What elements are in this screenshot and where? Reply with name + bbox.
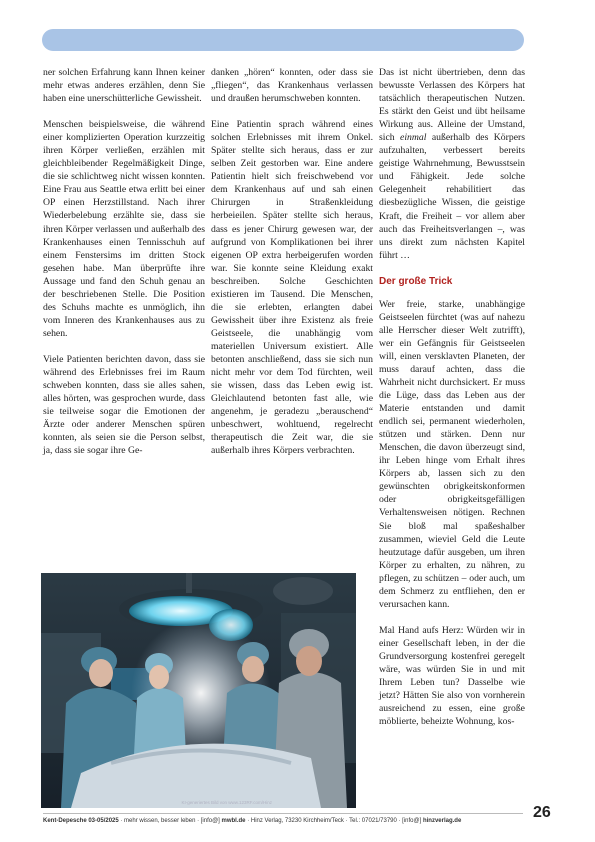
paragraph: Menschen beispielsweise, die während einer komplizierten Operation kurzzeitig ihren Körper verließen, erzählen mit gleichbleibender Regelmäßigkeit Dinge, die sie schlichtweg nicht wissen konnten. Eine Frau aus Seattle etwa erlitt bei einer OP einen Herzstillstand. Nach ihrer Wiederbelebung erzählte sie, dass sie ihren Körper verlassen und außerhalb des Krankenhauses einen Tennisschuh auf einem Fenstersims im dritten Stock gesehen habe. Man überprüfte ihre Aussage und fand den Schuh genau an der beschriebenen Stelle. Die Position des Schuhs machte es unmöglich, ihn vom Inneren des Krankenhauses aus zu sehen. bbox=[43, 119, 205, 339]
page-footer: Kent-Depesche 03-05/2025 · mehr wissen, besser leben · [info@] mwbl.de · Hinz Verlag, 73230 Kirchheim/Teck · Tel.: 07021/73790 · [info@] hinzverlag.de bbox=[43, 813, 523, 824]
surgery-photo bbox=[41, 573, 356, 808]
text-column-3 bbox=[379, 66, 525, 741]
photo-credit: KI-generiertes Bild von www.123RF.com/Hinz bbox=[181, 800, 272, 805]
website-link[interactable]: hinzverlag.de bbox=[422, 818, 462, 824]
paragraph: Wer freie, starke, unabhängige Geistseelen fürchtet (was auf nahezu alle Herrscher dieser Welt zutrifft), wer ein Gefängnis für Geistseelen will, einen versklavten Planeten, der muss darauf achten, dass die Wahrheit nicht durchsickert. Er muss die Lüge, dass das Leben aus der Materie entstanden und damit endlich sei, permanent wiederholen, stützen und stärken. Denn nur Menschen, die davon überzeugt sind, ihr Leben hinge vom Erhalt ihres Körpers ab, lassen sich zu den gewünschten obrigkeitskonformen oder obrigkeitsgefälligen Verhaltensweisen nötigen. Rechnen Sie bloß mal spaßeshalber zusammen, wieviel Geld die Leute heutzutage dafür ausgeben, um ihren Körper zu erhalten, zu nähren, zu pflegen, zu schützen – oder auch, um dem Schmerz zu entfliehen, den er verursachen kann. bbox=[379, 298, 525, 610]
paragraph: Viele Patienten berichten davon, dass sie während des Erlebnisses frei im Raum schweben konnten, dass sie alles sahen, alles hörten, was gesprochen wurde, dass sie teilweise sogar die Emotionen der Ärzte oder anderer Menschen spüren konnten, als seien sie die Person selbst, ja, dass sie sogar ihre Ge- bbox=[43, 353, 205, 457]
emphasis: einmal bbox=[400, 132, 427, 144]
text-column-1 bbox=[43, 66, 205, 470]
paragraph: danken „hören“ konnten, oder dass sie „fliegen“, das Krankenhaus verlassen und draußen herumschweben konnten. bbox=[211, 67, 373, 105]
paragraph: Das ist nicht übertrieben, denn das bewusste Verlassen des Körpers hat tatsächlich therapeutischen Nutzen. Es stärkt den Geist und übt heilsame Wirkung aus. Alleine der Umstand, sich einmal außerhalb des Körpers aufzuhalten, verbessert bereits geistige Wahrnehmung, Bewusstsein und Fähigkeit. Jede solche Gelegenheit rehabilitiert das diesbezügliche Wissen, die geistige Kraft, die Freiheit – vor allem aber auch das Freiheitsverlangen –, was uns direkt zum nächsten Kapitel führt … bbox=[379, 67, 525, 261]
issue-label: Kent-Depesche 03-05/2025 bbox=[43, 818, 119, 824]
website-link[interactable]: mwbl.de bbox=[221, 818, 246, 824]
paragraph: ner solchen Erfahrung kann Ihnen keiner mehr etwas anderes erzählen, denn Sie haben eine unerschütterliche Gewissheit. bbox=[43, 67, 205, 105]
section-heading: Der große Trick bbox=[379, 275, 453, 287]
page-number: 26 bbox=[533, 804, 551, 821]
header-bar bbox=[42, 29, 524, 51]
paragraph: Eine Patientin sprach während eines solchen Erlebnisses mit ihrem Onkel. Später stellte sich heraus, dass er zur selben Zeit gestorben war. Eine andere Patientin hielt sich freischwebend vor dem Krankenhaus auf und sah einen Chirurgen in Straßenkleidung herbeieilen. Später stellte sich heraus, dass es jener Chirurg gewesen war, der aufgrund von Komplikationen bei ihrer eigenen OP extra herbeigerufen worden war. Sie konnte seine Kleidung exakt beschreiben. Solche Geschichten existieren im Tausend. Die Menschen, die sie erlebten, erlangten dabei Gewissheit über ihre Existenz als freie Geistseele, die unabhängig vom materiellen Universum existiert. Alle betonten anschließend, dass sie sich nun nicht mehr vor dem Tod fürchten, weil sie wissen, dass das Leben ewig ist. Gleichlautend betonten fast alle, wie angenehm, je geradezu „berauschend“ unbeschwert, wohltuend, regelrecht therapeutisch die Zeit war, die sie außerhalb ihres Körpers verbrachten. bbox=[211, 119, 373, 457]
paragraph: Mal Hand aufs Herz: Würden wir in einer Gesellschaft leben, in der die Grundversorgung kostenfrei geregelt wäre, was würden Sie in und mit Ihrem Leben tun? Dasselbe wie jetzt? Hätten Sie also von vornherein ausreichend zu essen, eine große möblierte, beheizte Wohnung, kos- bbox=[379, 624, 525, 728]
text-column-2 bbox=[211, 66, 373, 470]
